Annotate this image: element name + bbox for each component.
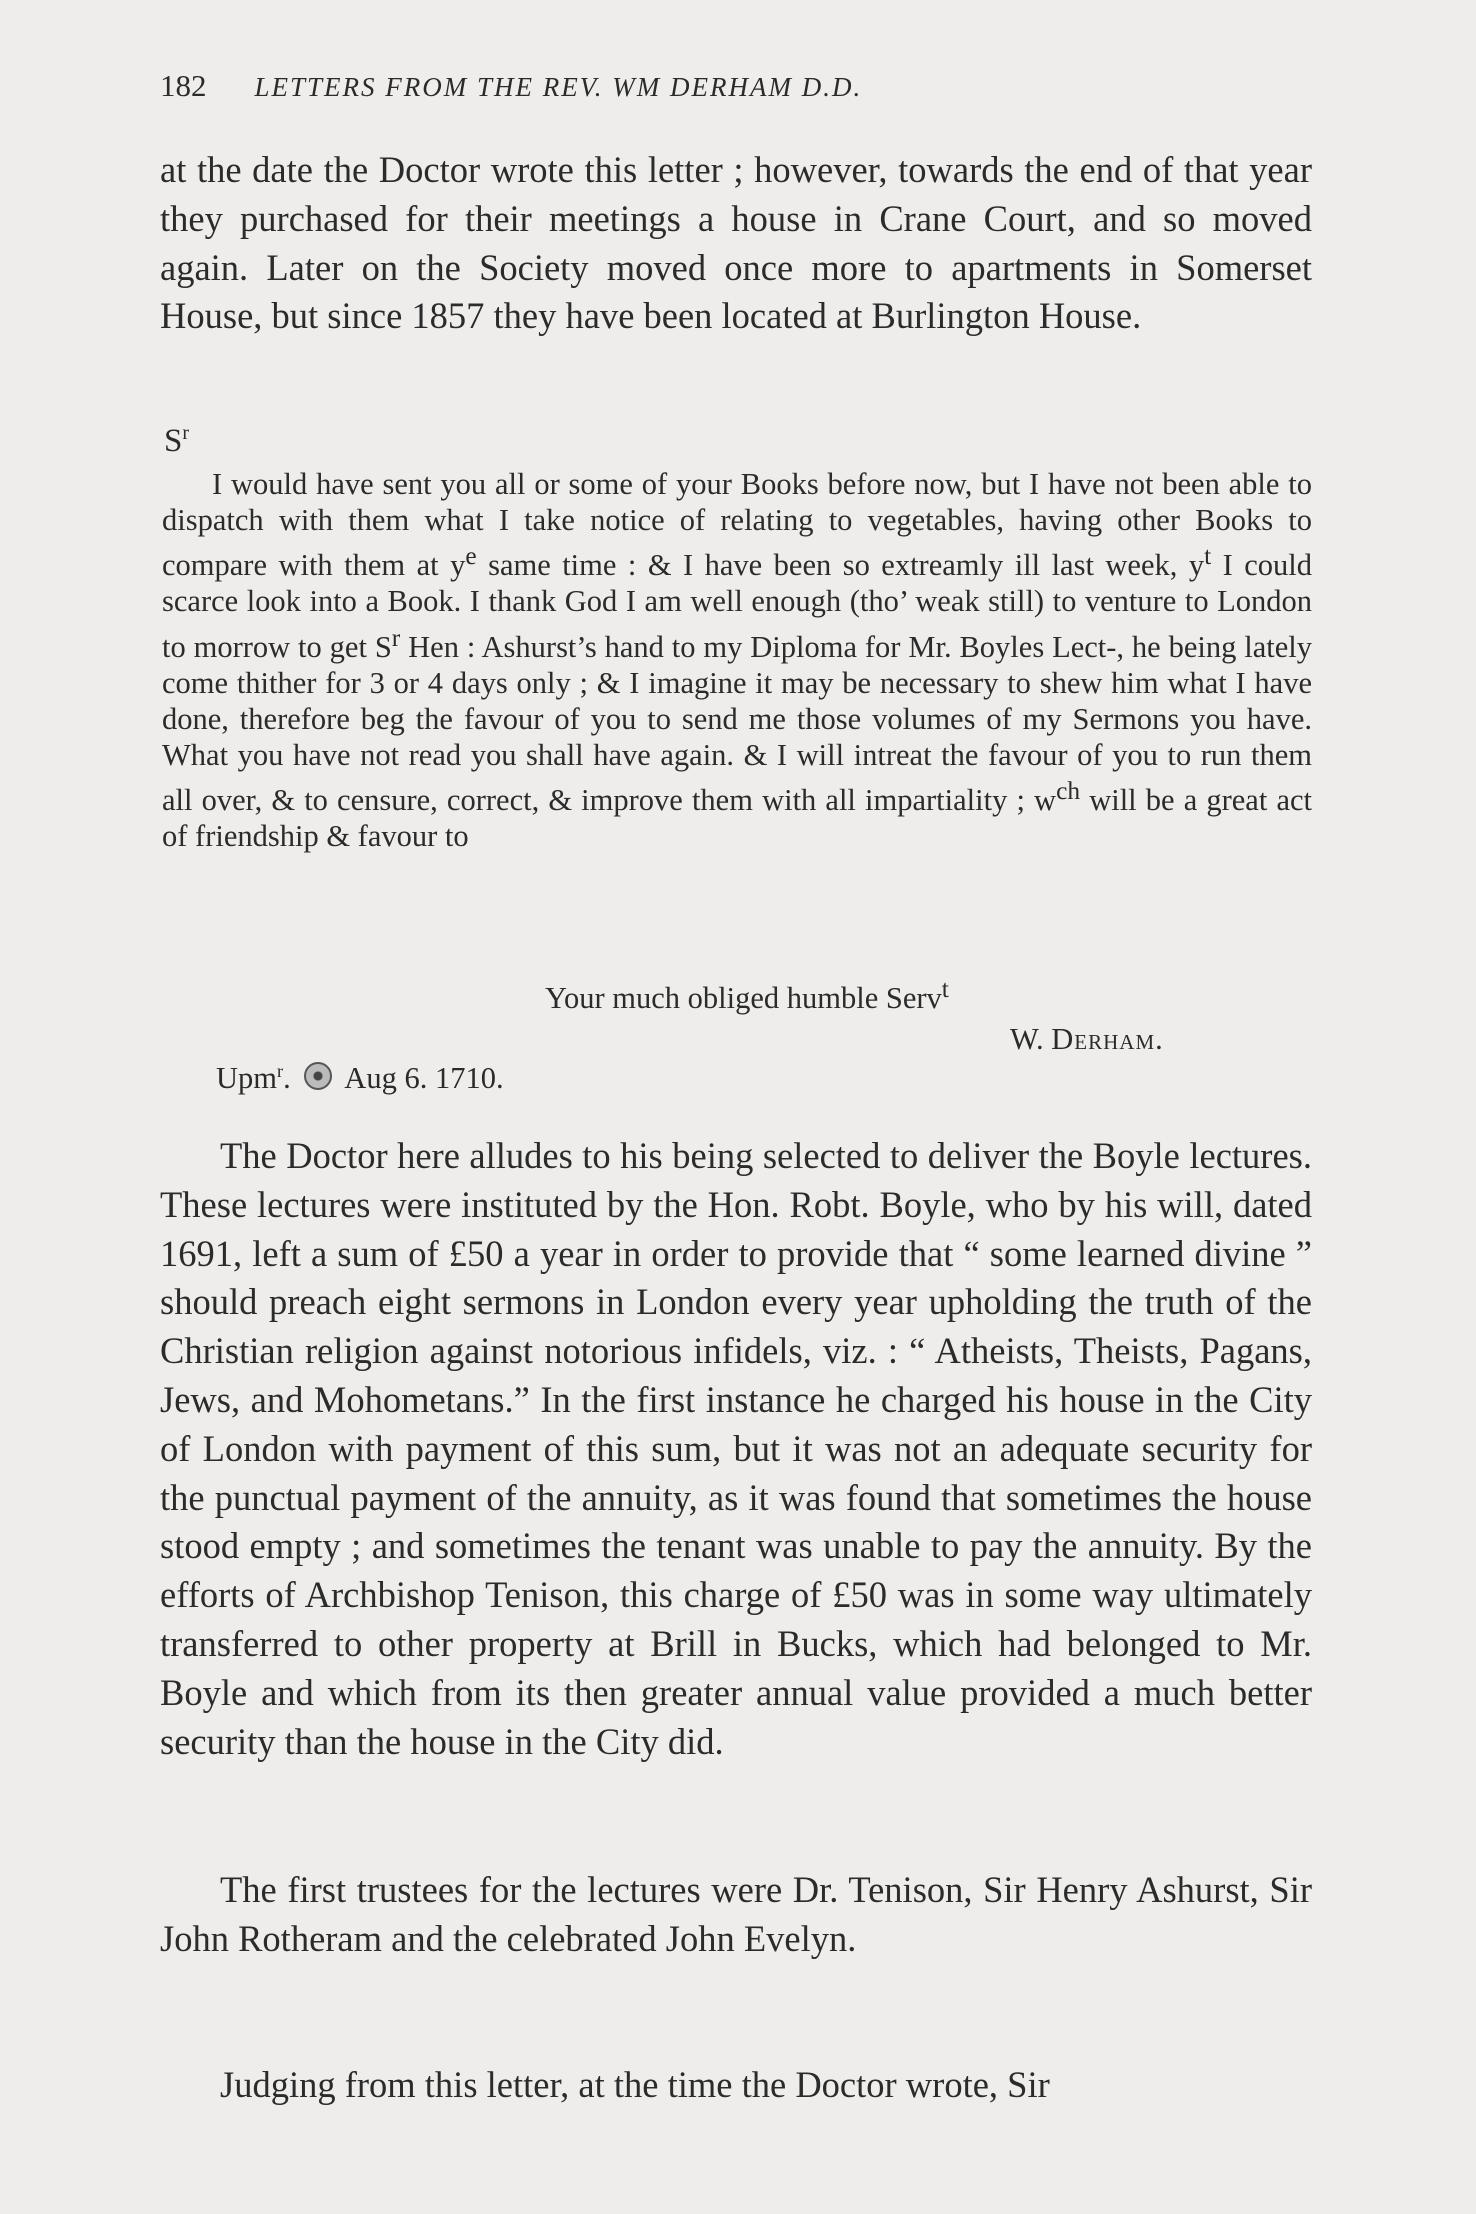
letter-dateline: Upm$^r$. Aug 6. 1710. (216, 1060, 504, 1095)
paragraph-trustees: The first trustees for the lectures were Dr. Tenison, Sir Henry Ashurst, Sir John Rotheram and the celebrated John Evelyn. (160, 1869, 1312, 1959)
letter-salutation: $S^r$ (164, 422, 189, 459)
running-head-title: LETTERS FROM THE REV. WM DERHAM D.D. (254, 72, 863, 102)
sun-symbol-icon (304, 1062, 332, 1090)
intro-paragraph: at the date the Doctor wrote this letter ; however, towards the end of that year they purchased for their meetings a house in Crane Court, and so moved again. Later on the Society moved once more to apartments in Somerset House, but since 1857 they have been located at Burlington House. (160, 149, 1312, 337)
paragraph-judging: Judging from this letter, at the time the Doctor wrote, Sir (220, 2064, 1050, 2105)
running-head (160, 64, 1320, 108)
letter-closing: Your much obliged humble Serv$^t$ (545, 975, 949, 1016)
letter-body: I would have sent you all or some of your Books before now, but I have not been able to dispatch with them what I take notice of relating to vegetables, having other Books to compare with them at $y^e$ same time : & I have been so extreamly ill last week, $y^t$ I could scarce look into a Book. I thank God I am well enough (tho’ weak still) to venture to London to morrow to get $S^r$ Hen : Ashurst’s hand to my Diploma for Mr. Boyles Lect-, he being lately come thither for 3 or 4 days only ; & I imagine it may be necessary to shew him what I have done, therefore beg the favour of you to send me those volumes of my Sermons you have. What you have not read you shall have again. & I will intreat the favour of you to run them all over, & to censure, correct, & improve them with all impartiality ; $w^{ch}$ will be a great act of friendship & favour to (162, 467, 1313, 854)
page-number: 182 (160, 68, 207, 103)
letter-signature: W. Derham. (1010, 1022, 1164, 1056)
paragraph-boyle-lectures: The Doctor here alludes to his being selected to deliver the Boyle lectures. These lectures were instituted by the Hon. Robt. Boyle, who by his will, dated 1691, left a sum of £50 a year in order to provide that “ some learned divine ” should preach eight sermons in London every year upholding the truth of the Christian religion against notorious infidels, viz. : “ Atheists, Theists, Pagans, Jews, and Mohometans.” In the first instance he charged his house in the City of London with payment of this sum, but it was not an adequate security for the punctual payment of the annuity, as it was found that sometimes the house stood empty ; and sometimes the tenant was unable to pay the annuity. By the efforts of Archbishop Tenison, this charge of £50 was in some way ultimately transferred to other property at Brill in Bucks, which had belonged to Mr. Boyle and which from its then greater annual value provided a much better security than the house in the City did. (160, 1135, 1312, 1762)
